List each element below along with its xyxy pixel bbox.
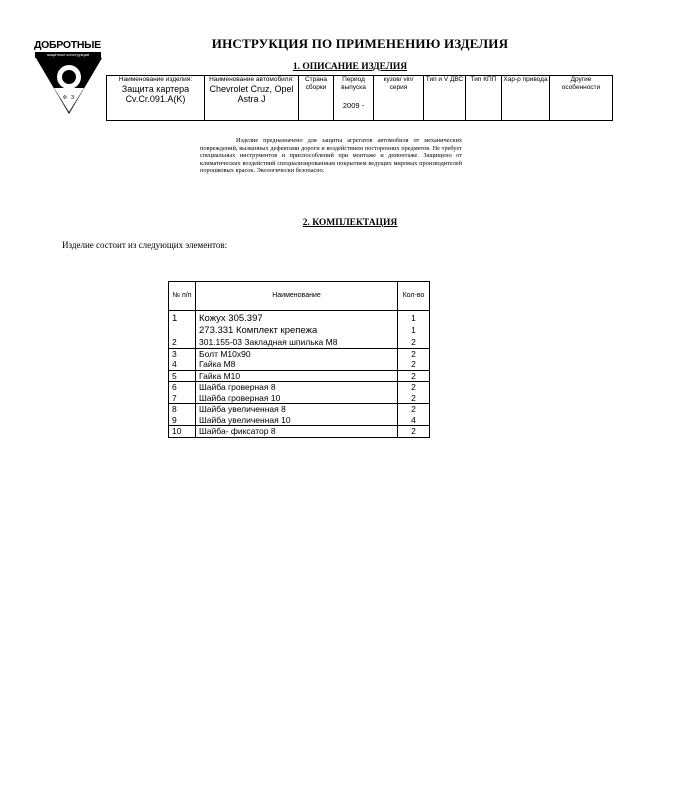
section-1-title: 1. ОПИСАНИЕ ИЗДЕЛИЯ [292, 62, 408, 72]
row-number: 10 [169, 426, 196, 438]
table-row [169, 337, 430, 348]
company-logo [34, 40, 104, 116]
row-name: Шайба увеличенная 10 [196, 415, 398, 426]
components-table [168, 281, 430, 438]
header-other: Другие особенности [550, 76, 613, 121]
row-number: 6 [169, 382, 196, 393]
row-quantity: 2 [398, 370, 430, 382]
row-name: 301.155-03 Закладная шпилька М8 [196, 337, 398, 348]
row-number: 5 [169, 370, 196, 382]
period-value: 2009 - [342, 101, 365, 110]
row-name: Болт М10х90 [196, 348, 398, 359]
table-row [169, 325, 430, 337]
row-number: 3 [169, 348, 196, 359]
document-title: ИНСТРУКЦИЯ ПО ПРИМЕНЕНИЮ ИЗДЕЛИЯ [211, 36, 509, 51]
row-number [169, 325, 196, 337]
header-vehicle-name: Наименование автомобиля: [209, 76, 294, 83]
row-name: Шайба увеличенная 8 [196, 404, 398, 415]
header-name: Наименование [196, 282, 398, 311]
header-country: Страна сборки [299, 76, 334, 121]
header-body: кузов/ vin/серия [374, 76, 424, 121]
row-quantity: 4 [398, 415, 430, 426]
row-name: Кожух 305.397 [196, 311, 398, 326]
svg-text:Ф: Ф [63, 95, 67, 101]
table-row [169, 404, 430, 415]
table-row [169, 382, 430, 393]
row-number: 2 [169, 337, 196, 348]
row-number: 8 [169, 404, 196, 415]
logo-brand-text: ДОБРОТНЫЕ [34, 39, 101, 51]
product-description-table [106, 75, 613, 121]
logo-tagline: защитные конструкции [35, 52, 101, 58]
product-name-value: Защита картера Cv.Cr.091.A(K) [121, 84, 190, 104]
table-row [169, 426, 430, 438]
header-period: Период выпуска [341, 76, 366, 91]
row-number: 7 [169, 393, 196, 404]
header-engine: Тип и V ДВС [424, 76, 466, 121]
row-name: Шайба- фиксатор 8 [196, 426, 398, 438]
header-quantity: Кол-во [398, 282, 430, 311]
row-quantity: 2 [398, 359, 430, 370]
table-row [169, 311, 430, 326]
header-number: № п/п [169, 282, 196, 311]
row-name: 273.331 Комплект крепежа [196, 325, 398, 337]
row-name: Гайка М8 [196, 359, 398, 370]
row-quantity: 2 [398, 426, 430, 438]
vehicle-cell [205, 76, 299, 121]
product-description-text: Изделие предназначено для защиты агрегатов автомобиля от механических повреждений, вызванных дефектами дороги и воздействием посторонних предметов. Не требует специальных инструментов и приспособлений при монтаже и демонтаже. Защищено от климатических воздействий специализированным покрытием ведущих мировых производителей порошковых красок. Экологически безопасно. [200, 137, 462, 175]
row-quantity: 1 [398, 311, 430, 326]
vehicle-value: Chevrolet Cruz, Opel Astra J [209, 84, 294, 104]
table-row [169, 359, 430, 370]
period-cell [334, 76, 374, 121]
header-drive: Хар-р привода [502, 76, 550, 121]
table-row [169, 348, 430, 359]
logo-emblem-icon [34, 58, 104, 116]
row-quantity: 2 [398, 404, 430, 415]
components-intro: Изделие состоит из следующих элементов: [62, 240, 228, 250]
svg-text:З: З [71, 95, 75, 101]
product-name-cell [107, 76, 205, 121]
header-product-name: Наименование изделия: [118, 76, 193, 83]
header-transmission: Тип КПП [466, 76, 502, 121]
table-row [169, 370, 430, 382]
row-quantity: 2 [398, 382, 430, 393]
table-row [169, 415, 430, 426]
row-quantity: 2 [398, 337, 430, 348]
row-name: Гайка М10 [196, 370, 398, 382]
row-quantity: 1 [398, 325, 430, 337]
row-name: Шайба гроверная 8 [196, 382, 398, 393]
row-number: 1 [169, 311, 196, 326]
row-quantity: 2 [398, 393, 430, 404]
row-number: 4 [169, 359, 196, 370]
table-row [169, 393, 430, 404]
row-number: 9 [169, 415, 196, 426]
section-2-title: 2. КОМПЛЕКТАЦИЯ [302, 218, 398, 228]
row-quantity: 2 [398, 348, 430, 359]
row-name: Шайба гроверная 10 [196, 393, 398, 404]
